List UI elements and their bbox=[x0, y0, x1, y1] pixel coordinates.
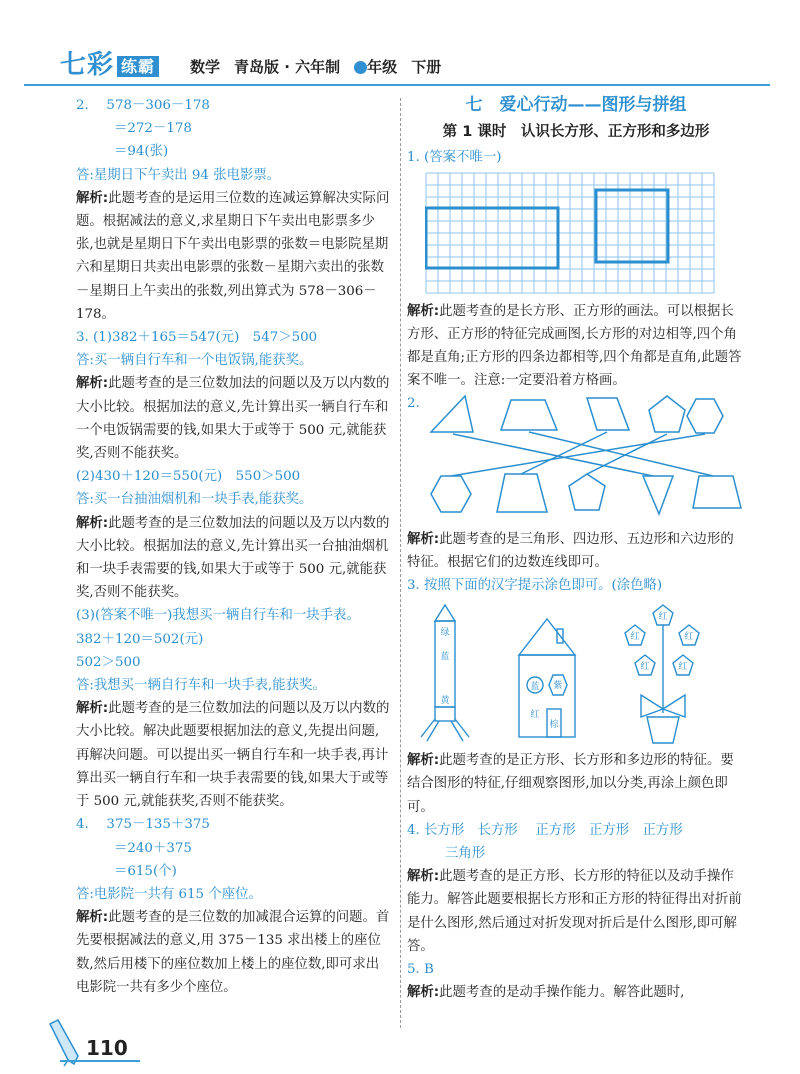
q3-2-answer: 答:买一台抽油烟机和一块手表,能获奖。 bbox=[76, 492, 313, 508]
hexagon-top bbox=[687, 399, 723, 433]
r-q2-analysis: 解析:此题考查的是三角形、四边形、五边形和六边形的特征。根据它们的边数连线即可。 bbox=[407, 531, 734, 570]
volume: 下册 bbox=[411, 58, 442, 76]
drawn-square bbox=[596, 190, 668, 262]
r-q4-analysis: 解析:此题考查的是正方形、长方形的特征以及动手操作能力。解答此题要根据长方形和正方形的特征得出对折前是什么图形,然后通过对折发现对折后是什么图形,即可解答。 bbox=[407, 869, 742, 954]
q2-line-1: 2. 578－306－178 bbox=[76, 98, 210, 113]
q3-1-answer: 答:买一辆自行车和一个电饭锅,能获奖。 bbox=[76, 353, 313, 369]
left-column bbox=[76, 94, 390, 999]
triangle-top bbox=[431, 396, 473, 432]
label-red-1: 红 bbox=[658, 612, 668, 623]
parallelogram-top bbox=[587, 398, 629, 430]
r-q3-label: 3. 按照下面的汉字提示涂色即可。(涂色略) bbox=[407, 578, 663, 594]
q4-analysis: 解析:此题考查的是三位数的加减混合运算的问题。首先要根据减法的意义,用 375－135 求出楼上的座位数,然后用楼下的座位数加上楼上的座位数,即可求出电影院一共有多少个座位。 bbox=[76, 910, 390, 995]
page-number: 110 bbox=[86, 1036, 128, 1060]
column-divider bbox=[400, 98, 401, 1028]
section-title: 七 爱心行动——图形与拼组 bbox=[465, 95, 687, 115]
q2-answer: 答:星期日下午卖出 94 张电影票。 bbox=[76, 167, 281, 183]
label-red-3: 红 bbox=[684, 632, 694, 643]
label-red-house: 红 bbox=[530, 710, 540, 721]
label-red-2: 红 bbox=[630, 632, 640, 643]
header-rule bbox=[24, 84, 770, 86]
q3-2-calc: (2)430＋120＝550(元) 550＞500 bbox=[76, 469, 301, 485]
edition: 青岛版 · 六年制 bbox=[234, 58, 341, 76]
subject: 数学 bbox=[190, 58, 221, 76]
label-green: 绿 bbox=[440, 628, 450, 639]
polygon-matching-figure bbox=[417, 394, 747, 524]
brand-logo bbox=[60, 44, 159, 81]
r-q3-analysis: 解析:此题考查的是正方形、长方形和多边形的特征。要结合图形的特征,仔细观察图形,加以分类,再涂上颜色即可。 bbox=[407, 753, 734, 815]
logo-badge: 练霸 bbox=[117, 56, 159, 77]
q2-line-2: ＝272－178 bbox=[114, 121, 192, 137]
r-q5-label: 5. B bbox=[407, 962, 434, 978]
r-q2-label: 2. bbox=[407, 396, 420, 412]
label-yellow: 黄 bbox=[440, 696, 450, 707]
footer-rule bbox=[60, 1060, 140, 1062]
trapezoid-top bbox=[501, 400, 557, 430]
q3-3-calc-2: 502＞500 bbox=[76, 654, 141, 670]
pentagon-top bbox=[649, 396, 685, 432]
r-q1-label: 1. (答案不唯一) bbox=[407, 150, 502, 166]
lesson-title: 第 1 课时 认识长方形、正方形和多边形 bbox=[442, 124, 710, 141]
label-brown: 棕 bbox=[549, 720, 559, 731]
r-q5-analysis: 解析:此题考查的是动手操作能力。解答此题时, bbox=[407, 985, 685, 1001]
quad-bottom-2 bbox=[693, 476, 741, 508]
r-q4-line-2: 三角形 bbox=[445, 846, 486, 862]
q3-1-analysis: 解析:此题考查的是三位数加法的问题以及万以内数的大小比较。根据加法的意义,先计算出买一辆自行车和一个电饭锅需要的钱,如果大于或等于 500 元,就能获奖,否则不能获奖。 bbox=[76, 376, 390, 462]
q3-3-answer: 答:我想买一辆自行车和一块手表,能获奖。 bbox=[76, 678, 326, 694]
book-info bbox=[190, 56, 441, 77]
grid-figure bbox=[425, 172, 725, 296]
q4-line-3: ＝615(个) bbox=[114, 863, 177, 879]
q4-answer: 答:电影院一共有 615 个座位。 bbox=[76, 886, 262, 902]
pentagon-bottom bbox=[569, 474, 605, 510]
q2-line-3: ＝94(张) bbox=[114, 144, 169, 160]
hexagon-bottom bbox=[431, 476, 471, 512]
label-red-5: 红 bbox=[678, 662, 688, 673]
q3-2-analysis: 解析:此题考查的是三位数加法的问题以及万以内数的大小比较。根据加法的意义,先计算出买一台抽油烟机和一块手表需要的钱,如果大于或等于 500 元,就能获奖,否则不能获奖。 bbox=[76, 515, 390, 601]
q4-line-1: 4. 375－135＋375 bbox=[76, 817, 210, 833]
label-purple: 紫 bbox=[553, 681, 563, 692]
triangle-bottom bbox=[643, 476, 673, 514]
q3-1-calc: 3. (1)382＋165＝547(元) 547＞500 bbox=[76, 330, 318, 346]
label-red-4: 红 bbox=[640, 662, 650, 673]
label-blue-rocket: 蓝 bbox=[440, 652, 450, 663]
label-blue-house: 蓝 bbox=[530, 682, 540, 693]
r-q4-line-1: 4. 长方形 长方形 正方形 正方形 正方形 bbox=[407, 822, 683, 838]
quad-bottom bbox=[497, 474, 547, 512]
q3-3-calc-1: 382＋120＝502(元) bbox=[76, 631, 204, 647]
grade: 年级 bbox=[367, 58, 398, 76]
q4-line-2: ＝240＋375 bbox=[114, 840, 192, 856]
right-column bbox=[407, 94, 745, 1004]
grade-dot-icon bbox=[354, 61, 367, 74]
coloring-figure bbox=[407, 599, 737, 749]
q2-analysis: 解析:此题考查的是运用三位数的连减运算解决实际问题。根据减法的意义,求星期日下午卖出电影票多少张,也就是星期日下午卖出电影票的张数＝电影院星期六和星期日共卖出电影票的张数－星期六卖出的张数－星期日上午卖出的张数,列出算式为 578－306－178。 bbox=[76, 190, 390, 322]
q3-3-question: (3)(答案不唯一)我想买一辆自行车和一块手表。 bbox=[76, 608, 360, 624]
logo-main: 七彩 bbox=[60, 50, 115, 80]
q3-3-analysis: 解析:此题考查的是三位数加法的问题以及万以内数的大小比较。解决此题要根据加法的意义,先提出问题,再解决问题。可以提出买一辆自行车和一块手表,再计算出买一辆自行车和一块手表需要的钱,如果大于或等于 500 元,就能获奖,否则不能获奖。 bbox=[76, 701, 390, 810]
r-q1-analysis: 解析:此题考查的是长方形、正方形的画法。可以根据长方形、正方形的特征完成画图,长方形的对边相等,四个角都是直角;正方形的四条边都相等,四个角都是直角,此题答案不唯一。注意:一定要沿着方格画。 bbox=[407, 303, 742, 389]
drawn-rectangle bbox=[426, 208, 558, 268]
